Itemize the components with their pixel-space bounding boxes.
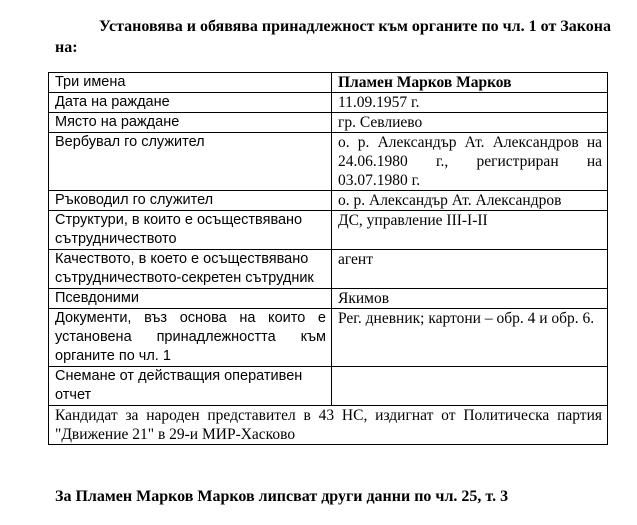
row-value-capacity: агент bbox=[332, 250, 608, 289]
document-heading: Установява и обявява принадлежност към органите по чл. 1 от Закона на: bbox=[55, 18, 611, 56]
table-row bbox=[49, 250, 608, 289]
row-value-birth-date: 11.09.1957 г. bbox=[332, 93, 608, 113]
row-label-capacity: Качеството, в което е осъществявано сътрудничеството-секретен сътрудник bbox=[49, 250, 332, 289]
row-label-pseudonyms: Псевдоними bbox=[49, 289, 332, 309]
row-label-full-name: Три имена bbox=[49, 73, 332, 93]
table-row bbox=[49, 406, 608, 445]
table-row bbox=[49, 191, 608, 211]
row-label-birth-date: Дата на раждане bbox=[49, 93, 332, 113]
table-row bbox=[49, 93, 608, 113]
row-label-documents: Документи, въз основа на които е установена принадлежността към органите по чл. 1 bbox=[49, 309, 332, 367]
table-row bbox=[49, 289, 608, 309]
row-value-full-name: Пламен Марков Марков bbox=[332, 73, 608, 93]
row-label-handled-by: Ръководил го служител bbox=[49, 191, 332, 211]
document-footer: За Пламен Марков Марков липсват други данни по чл. 25, т. 3 bbox=[55, 488, 509, 505]
row-value-recruited-by: о. р. Александър Ат. Александров на 24.06.1980 г., регистриран на 03.07.1980 г. bbox=[332, 133, 608, 191]
row-label-removal: Снемане от действащия оперативен отчет bbox=[49, 367, 332, 406]
row-value-structures: ДС, управление III-I-II bbox=[332, 211, 608, 250]
row-label-recruited-by: Вербувал го служител bbox=[49, 133, 332, 191]
table-row bbox=[49, 113, 608, 133]
row-value-pseudonyms: Якимов bbox=[332, 289, 608, 309]
record-table bbox=[48, 72, 608, 445]
row-value-removal bbox=[332, 367, 608, 406]
row-label-structures: Структури, в които е осъществявано сътрудничеството bbox=[49, 211, 332, 250]
row-label-birth-place: Място на раждане bbox=[49, 113, 332, 133]
row-value-handled-by: о. р. Александър Ат. Александров bbox=[332, 191, 608, 211]
table-row bbox=[49, 367, 608, 406]
candidate-note: Кандидат за народен представител в 43 НС, издигнат от Политическа партия "Движение 21" в 29-и МИР-Хасково bbox=[49, 406, 608, 445]
row-value-documents: Рег. дневник; картони – обр. 4 и обр. 6. bbox=[332, 309, 608, 367]
table-row bbox=[49, 309, 608, 367]
table-row bbox=[49, 73, 608, 93]
row-value-birth-place: гр. Севлиево bbox=[332, 113, 608, 133]
table-row bbox=[49, 211, 608, 250]
table-row bbox=[49, 133, 608, 191]
